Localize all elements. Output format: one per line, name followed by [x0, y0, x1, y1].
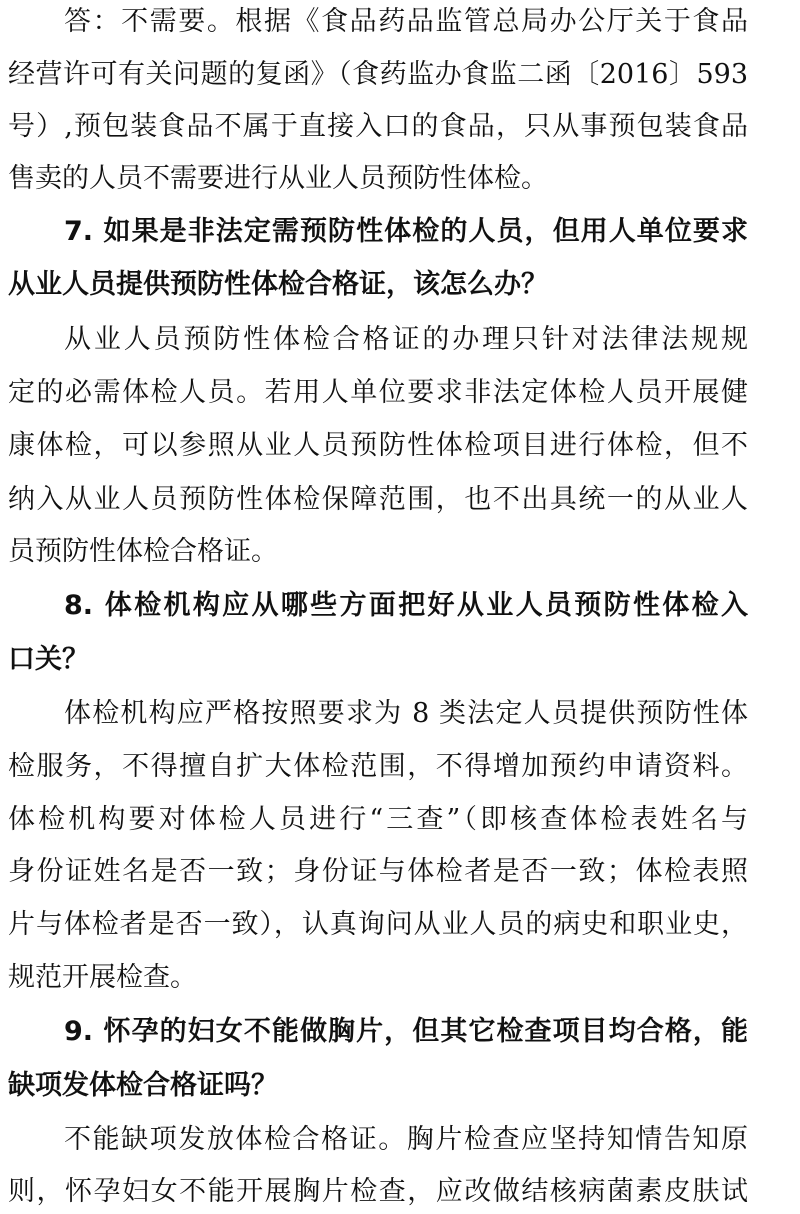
answer-7-line-2: 定的必需体检人员。若用人单位要求非法定体检人员开展健	[8, 377, 748, 408]
answer-9-line-2: 则，怀孕妇女不能开展胸片检查，应改做结核病菌素皮肤试	[8, 1176, 748, 1207]
answer-6-line-3: 号）,预包装食品不属于直接入口的食品，只从事预包装食品	[8, 111, 748, 142]
question-7-line-1: 7. 如果是非法定需预防性体检的人员，但用人单位要求	[64, 216, 748, 247]
answer-8-line-4: 身份证姓名是否一致；身份证与体检者是否一致；体检表照	[8, 856, 748, 887]
answer-7-line-4: 纳入从业人员预防性体检保障范围，也不出具统一的从业人	[8, 484, 748, 515]
question-9-line-1: 9. 怀孕的妇女不能做胸片，但其它检查项目均合格，能	[64, 1016, 748, 1047]
answer-7-line-3: 康体检，可以参照从业人员预防性体检项目进行体检，但不	[8, 430, 748, 461]
answer-6-line-4: 售卖的人员不需要进行从业人员预防性体检。	[8, 163, 548, 194]
answer-7-line-1: 从业人员预防性体检合格证的办理只针对法律法规规	[64, 324, 748, 355]
answer-9-line-1: 不能缺项发放体检合格证。胸片检查应坚持知情告知原	[64, 1124, 748, 1155]
question-8-line-2: 口关？	[8, 644, 89, 675]
answer-8-line-6: 规范开展检查。	[8, 962, 197, 993]
answer-6-line-2: 经营许可有关问题的复函》（食药监办食监二函〔2016〕593	[8, 59, 748, 90]
answer-7-line-5: 员预防性体检合格证。	[8, 536, 278, 567]
answer-8-line-5: 片与体检者是否一致），认真询问从业人员的病史和职业史，	[8, 909, 748, 940]
answer-8-line-3: 体检机构要对体检人员进行“三查”（即核查体检表姓名与	[8, 804, 748, 835]
answer-8-line-2: 检服务，不得擅自扩大体检范围，不得增加预约申请资料。	[8, 751, 748, 782]
question-8-line-1: 8. 体检机构应从哪些方面把好从业人员预防性体检入	[64, 590, 748, 621]
answer-6-line-1: 答：不需要。根据《食品药品监管总局办公厅关于食品	[64, 6, 748, 37]
question-7-line-2: 从业人员提供预防性体检合格证，该怎么办？	[8, 269, 548, 300]
question-9-line-2: 缺项发体检合格证吗？	[8, 1070, 278, 1101]
answer-8-line-1: 体检机构应严格按照要求为 8 类法定人员提供预防性体	[64, 698, 748, 729]
